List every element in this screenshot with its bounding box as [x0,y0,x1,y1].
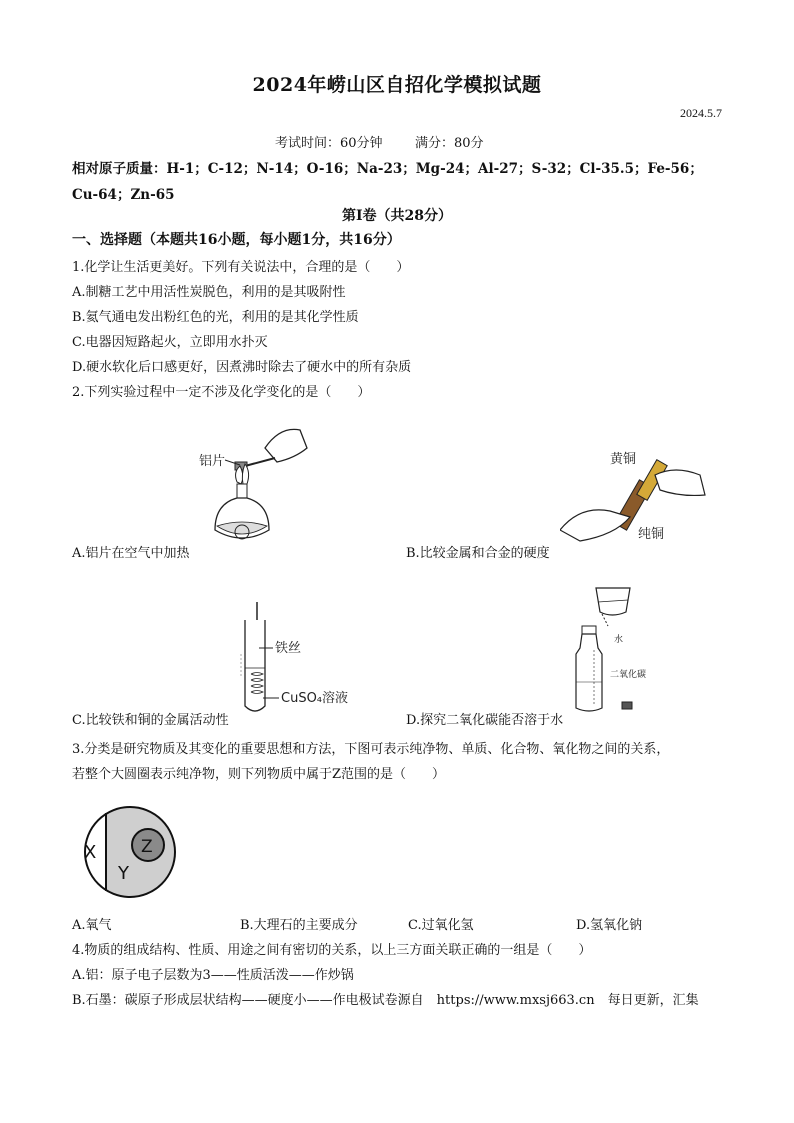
exam-time: 考试时间：60分钟 [275,136,383,151]
q2-option-c: C.比较铁和铜的金属活动性 [72,713,229,728]
atomic-masses-line1: 相对原子质量：H-1；C-12；N-14；O-16；Na-23；Mg-24；Al-27；S-32；Cl-35.5；Fe-56； [72,161,703,177]
volume-title: 第Ⅰ卷（共28分） [341,208,453,224]
q3-stem-line2: 若整个大圆圈表示纯净物，则下列物质中属于Z范围的是（ ） [72,767,446,782]
q1-option-a: A.制糖工艺中用活性炭脱色，利用的是其吸附性 [72,285,346,300]
q2-option-b: B.比较金属和合金的硬度 [406,546,550,561]
label-brass: 黄铜 [610,452,637,467]
full-score: 满分：80分 [415,136,484,151]
q3-option-c: C.过氧化氢 [408,918,474,933]
figure-co2-water [572,582,672,712]
q3-stem-line1: 3.分类是研究物质及其变化的重要思想和方法，下图可表示纯净物、单质、化合物、氧化物之间的关系， [72,742,670,757]
q4-option-b: B.石墨：碳原子形成层状结构——硬度小——作电极试卷源自 https://www.mxsj663.cn 每日更新，汇集 [72,993,699,1008]
atomic-masses-line2: Cu-64；Zn-65 [72,187,175,203]
figure-iron-cuso4 [235,598,375,718]
label-iron-wire: 铁丝 [275,641,302,656]
classification-diagram [76,805,186,899]
label-copper: 纯铜 [638,527,665,542]
exam-date: 2024.5.7 [680,106,722,120]
q1-option-b: B.氦气通电发出粉红色的光，利用的是其化学性质 [72,310,359,325]
q3-option-d: D.氢氧化钠 [576,918,643,933]
q2-option-d: D.探究二氧化碳能否溶于水 [406,713,564,728]
section-title: 一、选择题（本题共16小题，每小题1分，共16分） [72,232,401,248]
q3-option-b: B.大理石的主要成分 [240,918,358,933]
label-y: Y [118,863,129,884]
q4-stem: 4.物质的组成结构、性质、用途之间有密切的关系，以上三方面关联正确的一组是（ ） [72,943,592,958]
figure-aluminum-heating [195,418,315,558]
q2-stem: 2.下列实验过程中一定不涉及化学变化的是（ ） [72,385,371,400]
label-aluminum: 铝片 [199,454,226,469]
label-co2: 二氧化碳 [610,670,647,680]
q1-option-c: C.电器因短路起火，立即用水扑灭 [72,335,268,350]
q4-option-a: A.铝：原子电子层数为3——性质活泼——作炒锅 [72,968,354,983]
label-water: 水 [614,635,624,645]
label-z: Z [141,837,153,857]
label-x: X [84,842,97,863]
page-title: 2024年崂山区自招化学模拟试题 [252,74,542,96]
atomic-masses [72,156,732,208]
q3-option-a: A.氧气 [72,918,112,933]
figure-brass-copper [560,445,710,545]
q1-stem: 1.化学让生活更美好。下列有关说法中，合理的是（ ） [72,260,410,275]
q1-option-d: D.硬水软化后口感更好，因煮沸时除去了硬水中的所有杂质 [72,360,412,375]
q2-option-a: A.铝片在空气中加热 [72,546,190,561]
label-cuso4: CuSO₄溶液 [281,691,349,706]
